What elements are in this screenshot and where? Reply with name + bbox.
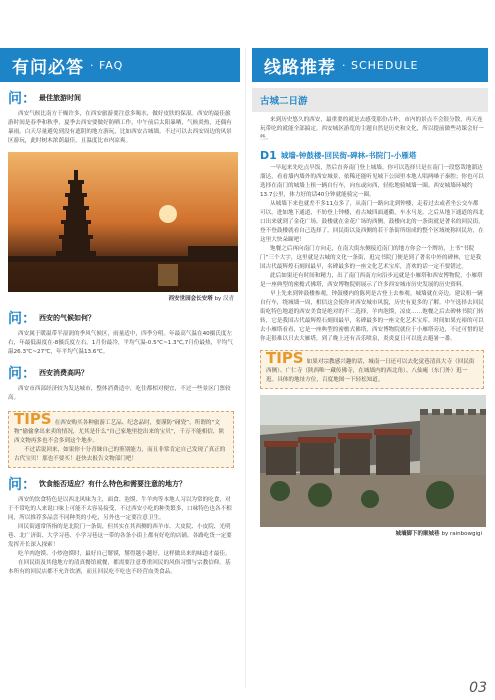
question-title: 西安消费高吗？: [39, 369, 88, 377]
photo-caption: [0, 294, 234, 302]
day-one-paragraph-2: 从城墙下来也就差不多11点多了，从南门一路向北到钟楼，走着过去或者坐公交车都可以。进如地下通道，不妨登上钟楼，看古城四面通衢，车水马龙。之后从地下通道的西北口出来就到了金花广场，鼓楼就在金花广场的西侧，鼓楼向北的一条街就是著名的回民街，登不登鼓楼就看自己选择了。回民街以及西侧的若干条街所组成的整个区域统称回民坊，在这里大快朵颐吧！: [260, 201, 484, 243]
schedule-tips-box: [260, 350, 484, 389]
tips-paragraph: [14, 410, 228, 446]
question-best-time: [8, 88, 240, 108]
answer-food-1: 西安的饮食特色是以西北风味为主，面食、泡馍、牛羊肉等本地人习以为常的吃食，对于不常吃的人来说口味上可能不太容易接受，不过西安小吃的种类繁多，口味特色也各不相同，所以推荐多品尝不同种类的小吃，另外也一定要注意卫生。: [8, 497, 232, 521]
question-cost: [8, 363, 240, 383]
chang-an-tower-photo: [8, 152, 238, 292]
city-wall-lane-photo: [260, 395, 486, 527]
faq-column: [0, 0, 240, 577]
page-number: 03: [469, 680, 487, 696]
route-title: 古城二日游: [252, 88, 488, 112]
tips-label: TIPS: [14, 410, 52, 428]
column-separator: [245, 48, 246, 688]
schedule-tips-text: [266, 349, 478, 385]
day-number: D1: [260, 149, 277, 162]
day-one-heading: [260, 149, 488, 162]
faq-banner: [0, 48, 240, 82]
answer-cost: 西安市西部经济较为发达城市，整体消费适中，吃住都相对便宜，不过一些景区门票较高。: [8, 386, 231, 401]
tips-text: 在西安购买各种旅游工艺品、纪念品时，要谨防“碰瓷”。所谓的“文物”偷偷拿出来卖的情况，尤其是什么“自己家地里挖出来的宝贝”，千万不能相信，陕西文物再多也不会多到这个地步。: [14, 420, 225, 444]
question-mark-icon: 问：: [8, 91, 36, 107]
answer-best-time: 西安气候比南方干燥许多，在西安旅游要注意多喝水，做好皮肤的保湿。西安的最佳旅游时间是春季和秋季，夏季去西安要做好防晒工作，中午前后太阳暴晒，气候炎热，还偶有暴雨。白天尽量避免到没有遮阴的地方游玩，比如西安古城墙。不过可以去西安周边的风景区游玩，此时树木浓荫最佳，且温度比市内凉爽。: [8, 111, 232, 144]
route-intro: 来到历史悠久的西安，最重要的就是去感受那份古朴，市内的景点不会很分散，再天连玩带吃的就能全部搞定。西安城区游览的主题自然是历史和文化，所以提前做些功课会好一些。: [260, 117, 484, 141]
caption-text: 西安世园会长安塔: [168, 296, 213, 302]
day-route: 城墙-钟鼓楼-回民街-碑林-书院门-小雁塔: [280, 151, 417, 160]
tips-paragraph-2: 不过话说回来，如果你十分青睐自己的鉴别能力，而且非常肯定自己发现了真正的古代宝贝！那也不要买！赶快去报告文物部门吧！: [14, 447, 226, 462]
question-title: 饮食能否适应？有什么特色和需要注意的地方？: [39, 480, 186, 488]
answer-climate: 西安属于暖温带半湿润的季风气候区，雨量适中，四季分明。年最高气温在40摄氏度左右，年最低温度在-8摄氏度左右。1月份最冷，平均气温-0.5℃~1.3℃,7月份最热，平均气温26.3℃~27℃，年平均气温13.6℃。: [8, 331, 233, 355]
question-mark-icon: 问：: [8, 366, 36, 382]
question-title: 西安的气候如何？: [39, 314, 95, 322]
question-mark-icon: 问：: [8, 477, 36, 493]
tips-text: 如果对宗教感兴趣的话，城南一日还可以去化觉巷清真大寺（回民街西侧）、广仁寺（陕西唯一藏传佛寺，在城墙内的西北角）、八仙庵（东门外）逛一逛。具体的地址方位，百度地图一下轻松知道。: [266, 359, 475, 383]
day-one-paragraph-3: 饱餐之后再向南门方向走，在南大街东侧接近南门的地方你会一个牌坊，上书“书院门”三个大字，这里就是古城的文化一条街，逛完书院门便是到了著名中外的碑林，它是我国古代最辉煌石刻间最早，名碑最多的一座文化艺术宝库，喜欢的话一定不要错过。: [260, 246, 482, 270]
question-title: 最佳旅游时间: [39, 94, 81, 102]
schedule-banner: [252, 48, 488, 82]
answer-food-4: 在回民街及其他地方的清真餐馆就餐，都需要注意尊重回民的风俗习惯与宗教信仰。基本所有的回民店都不允许饮酒，而且回民吃不吃也不经营血类食品。: [8, 560, 231, 575]
photo-credit: by rainbowgigi: [441, 531, 482, 537]
question-mark-icon: 问：: [8, 311, 36, 327]
tips-label: TIPS: [266, 349, 304, 367]
day-one-paragraph-4: 此后如果还有时间和精力，出了南门西南方向沿步远就是小雁塔和西安博物院，小雁塔是一座典型的密檐式佛塔，西安博物院则展示了许多西安城市历史发展的历史资料。: [260, 273, 483, 288]
faq-banner-title: 有问必答: [12, 57, 84, 78]
answer-food-2: 回民街通常所指的是北院门一条街，但其实在其西侧的西羊市、大皮院、小皮院、光明巷、北广济街、大学习巷、小学习巷这一带的各条小街上都有好吃的店铺。各路吃货一定要发挥开长深入探索！: [8, 524, 232, 548]
tips-box: [8, 411, 234, 468]
answer-food-3: 吃羊肉泡馍、小炒泡馍时，最好自己掰馍，掰得越小越好，这样做出来的味道才最佳。: [18, 551, 231, 557]
schedule-banner-title: 线路推荐: [264, 57, 336, 78]
photo-caption: [252, 529, 482, 537]
schedule-banner-subtitle: · SCHEDULE: [342, 58, 419, 72]
question-climate: [8, 308, 240, 328]
city-wall-street-illustration: [260, 395, 486, 527]
day-one-paragraph-5: 早上先来到钟鼓楼参观，钟鼓楼内的陈列是古登上去参观。城墙就在旁边，建议租一辆自行车，绕城墙一周，相信这会使你对西安城市风貌，历史有更多的了解。中午选择去回民街吃特色地道的西安美食是绝对的不二选择，羊肉泡馍，凉皮……饱餐之后去碑林书院门转转，它是我国古代最辉煌石刻间最早，名碑最多的一座文化艺术宝库。时间如果充裕的可以去小雁塔看看，它是一座典型的密檐式佛塔，西安博物院就位于小雁塔旁边，不过可惜的是你走很难以只去大雁塔，到了晚上还有音乐喷泉，炎炎夏日可以逛去避暑一番。: [260, 291, 484, 342]
photo-credit: by 汉青: [214, 296, 234, 302]
schedule-column: [252, 0, 488, 537]
faq-banner-subtitle: · FAQ: [90, 58, 124, 72]
question-food: [8, 474, 240, 494]
sunset-tower-illustration: [8, 152, 238, 292]
day-one-paragraph-1: 一早起来先吃点早饭，然后直奔南门登上城墙。你可以选择只是在南门一段悠哉地溜达溜达，看看墙内墙外的西安城景，依稀还能听见城下公园里本地人唱两嗓子秦腔；你也可以选择在南门的城墙上租一辆自行车，向东或向西，轻松地骑城墙一圈。西安城墙环城约13.7公里，体力好的话40分钟就能骑完一圈。: [260, 165, 484, 198]
caption-text: 城墙脚下的顺城巷: [395, 531, 440, 537]
